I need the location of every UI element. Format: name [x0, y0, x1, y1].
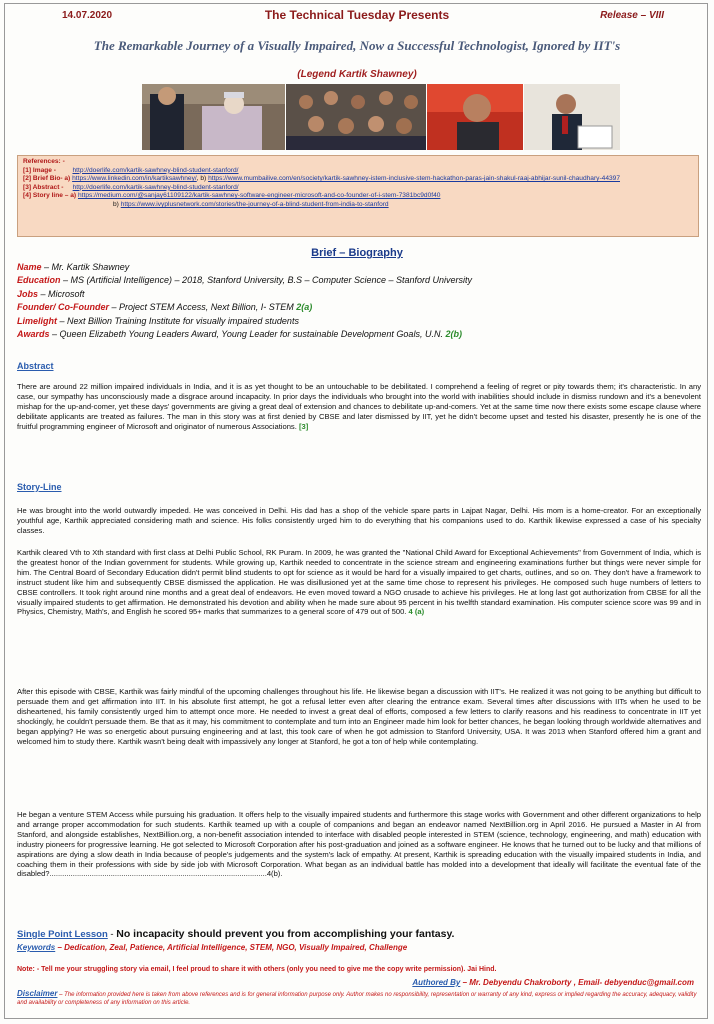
abstract-text: There are around 22 million impaired individuals in India, and it is as yet thought to be an untouchable to be debilitated. I comprehend a feeling of regret or pity towards them; it's characteristic. In any case, our sympathy has unconsciously made a disgrace around incapacity. In prior days the individuals who brought into the world with inabilities should include in dismiss rundown and it's a benevolent mishap for the up-and-comer, yet these days' governments are giving a great deal of extension and chances to debilitate up-and-comers. Yet at the same time now there exists some escape clause where debilitate applicants are treated as failures. The man in this story was at first denied by CBSE and later dismissed by IIT, yet he didn't become upset and tested his disaster, presently he is one of the fruitful programming engineer of Microsoft and originator of numerous Associations. [3] [17, 382, 701, 431]
reference-image: [1] Image - http://doerlife.com/kartik-sawhney-blind-student-stanford/ [23, 166, 239, 174]
disclaimer: Disclaimer – The information provided here is taken from above references and is for general information purpose only. Author makes no responsibility, representation or warranty of any kind, express or implied regarding the accuracy, adequacy, validity and availability or completeness of any information on this article. [17, 989, 697, 1006]
biography-list [17, 261, 697, 341]
reference-link[interactable]: https://www.linkedin.com/in/kartiksawhney/ [72, 175, 197, 183]
biography-heading: Brief – Biography [311, 247, 403, 259]
reference-link[interactable]: http://doerlife.com/kartik-sawhney-blind-student-stanford/ [72, 183, 239, 191]
story-paragraph-1: He was brought into the world outwardly impeded. He was conceived in Delhi. His dad has a shop of the vehicle spare parts in Lajpat Nagar, Delhi. His mom is a home-creator. For an exceptionally youthful age, Karthik appreciated considering math and science. His folks consistently urged him to do everything that his companions used to do. Karthik likewise expressed a case of his specialty classes. [17, 506, 701, 535]
author-line: Authored By – Mr. Debyendu Chakroborty , Email- debyenduc@gmail.com [412, 978, 694, 987]
series-title: The Technical Tuesday Presents [264, 8, 450, 22]
bio-limelight: Limelight – Next Billion Training Institute for visually impaired students [17, 315, 299, 326]
reference-link[interactable]: http://doerlife.com/kartik-sawhney-blind-student-stanford/ [72, 166, 239, 174]
note-text: Note: - Tell me your struggling story via email, I feel proud to share it with others (only you need to give me the copy write permission). Jai Hind. [17, 966, 497, 973]
abstract-heading: Abstract [17, 361, 54, 371]
story-heading: Story-Line [17, 482, 62, 492]
legend-caption: (Legend Kartik Shawney) [297, 69, 417, 80]
reference-story-line: [4] Story line – a) https://medium.com/@sanjay61109122/kartik-sawhney-software-engineer-microsoft-and-co-founder-of-i-stem-7381bc9d0f40 [23, 192, 441, 200]
references-heading: References: - [23, 158, 65, 165]
photo-portrait [427, 84, 523, 150]
story-paragraph-3: After this episode with CBSE, Karthik was fairly mindful of the upcoming challenges throughout his life. He likewise began a discussion with IIT's. He realized it was not going to be anything but difficult to persuade them and get affirmation into IIT. In his absolute first attempt, he got a refusal letter even after clearing the entrance exam. Several times after discussions with IITs when he used to be disheartened, his family consistently urged him to attempt once more. He needed to invest a great deal of efforts, composed a few letters to clarify reasons and his readiness to concentrate in IIT yet shockingly, he couldn't persuade them. Be that as it may, his commitment to contemplate and turn into an Engineer made him look for better chances, he began looking through worldwide alternatives and began applying? He was so energetic about pursuing engineering and at last, this took care of when he got admission to Stanford University, USA. It was 2013 when Stanford offered him a grant and welcomed him to study there. Karthik wasn't being dealt with impassively any longer at Stanford, he got a ton of help while contemplating. [17, 687, 701, 746]
story-paragraph-4: He began a venture STEM Access while pursuing his graduation. It offers help to the visually impaired students and furthermore this stage works with Government and other different organizations to help and arrange proper accommodation for such students. Karthik teamed up with a couple of companions and began an endeavor named NextBillion.org in April 2016. He pursued a Master in AI from Stanford, and alongside establishes, NextBillion.org, a non-benefit association intended to interface with disabled people interested in STEM (science, technology, engineering, and math) education with industry pioneers for progressive learning. He got selected to Microsoft Corporation after his post-graduation and joined as a software engineer. He knows that he turned out to be lucky and that millions of aspirations are dying a slow death in India because of people's judgements and the system's lack of empathy. At present, Karthik is spreading education with the visually impaired students in India, and coaching them in their professions with side by side job with Microsoft Corporation. What began as an individual battle has molded into a development that ideally will facilitate the eventual fate of the disabled?.......................................................................................................4(b). [17, 810, 701, 879]
bio-name: Name – Mr. Kartik Shawney [17, 262, 130, 272]
bio-founder: Founder/ Co-Founder – Project STEM Access, Next Billion, I- STEM 2(a) [17, 302, 313, 313]
header-bar [0, 8, 714, 24]
reference-story-line-b: b) https://www.ivyplusnetwork.com/stories/the-journey-of-a-blind-student-from-india-to-stanford [113, 200, 389, 208]
photo-award [524, 84, 620, 150]
bio-awards: Awards – Queen Elizabeth Young Leaders Award, Young Leader for sustainable Development Goals, U.N. 2(b) [17, 329, 462, 340]
reference-link[interactable]: https://www.mumbailive.com/en/society/kartik-sawhney-istem-inclusive-stem-hackathon-paras-jain-shakul-raaj-abhijar-sunil-chaudhary-44397 [208, 175, 620, 183]
story-paragraph-2: Karthik cleared Vth to Xth standard with first class at Delhi Public School, RK Puram. In 2009, he was granted the "National Child Award for Exceptional Achievements" from Government of India, which is the greatest honor of the Indian government for students. While growing up, Karthik needed to concentrate in the science stream and engineering examinations further but things were never simple for him. The Central Board of Secondary Education didn't permit blind students to opt for science as it would be hard for a visually impaired to get charts, outlines, and so on. They don't have a framework to instruct student like him and subsequently CBSE dismissed the application. He was disillusioned yet at the same time chose to represent his privileges. He composed such huge numbers of letters to CBSE controllers. It took right around nine months and a great deal of endeavors. He even moved toward a NGO crusade to achieve his privileges. He at long last got authorization from CBSE for all the visually impaired students to get affirmation. He demonstrated his devotion and ability when he made sure about 95 percent in his twelfth standard examination. His computer science score was 99 and in Physics, Chemistry, Math's, and English he scored 95+ marks that summarizes to a general score of 479 out of 500. 4 (a) [17, 548, 701, 617]
bio-jobs: Jobs – Microsoft [17, 288, 85, 299]
keywords: Keywords – Dedication, Zeal, Patience, Artificial Intelligence, STEM, NGO, Visually Impaired, Challenge [17, 943, 408, 952]
publish-date: 14.07.2020 [62, 10, 113, 21]
references-box [17, 155, 699, 237]
reference-brief-bio: [2] Brief Bio- a) https://www.linkedin.com/in/kartiksawhney/, b) https://www.mumbailive.com/en/society/kartik-sawhney-istem-inclusive-stem-hackathon-paras-jain-shakul-raaj-abhijar-sunil-chaudhary-44397 [23, 175, 620, 183]
bio-education: Education – MS (Artificial Intelligence) – 2018, Stanford University, B.S – Computer Science – Stanford University [17, 275, 473, 286]
reference-link[interactable]: https://www.ivyplusnetwork.com/stories/the-journey-of-a-blind-student-from-india-to-stanford [120, 200, 389, 208]
photo-with-students [286, 84, 426, 150]
photo-with-queen [142, 84, 285, 150]
reference-link[interactable]: https://medium.com/@sanjay61109122/kartik-sawhney-software-engineer-microsoft-and-co-founder-of-i-stem-7381bc9d0f40 [77, 192, 441, 200]
single-point-lesson: Single Point Lesson - No incapacity should prevent you from accomplishing your fantasy. [17, 928, 455, 940]
photo-strip [142, 84, 622, 150]
release-number: Release – VIII [600, 10, 664, 21]
reference-abstract: [3] Abstract - http://doerlife.com/kartik-sawhney-blind-student-stanford/ [23, 183, 239, 191]
article-title: The Remarkable Journey of a Visually Impaired, Now a Successful Technologist, Ignored by IIT's [93, 38, 621, 53]
